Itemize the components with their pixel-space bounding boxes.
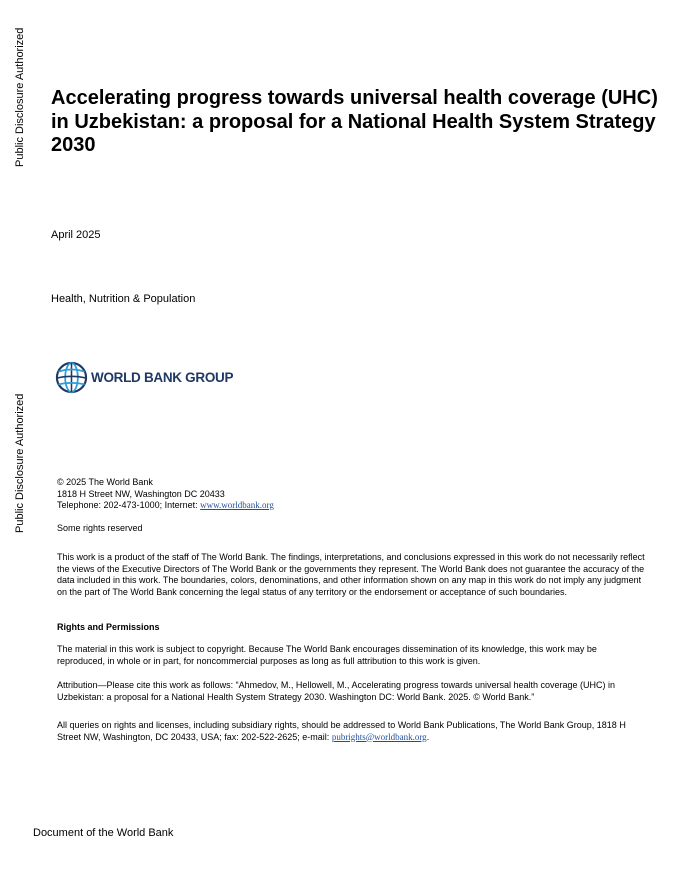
queries-end: . [426,731,430,742]
logo-wordmark: WORLD BANK GROUP [91,370,234,385]
world-bank-group-logo [55,361,233,394]
globe-icon [55,361,88,394]
email-link[interactable]: pubrights@worldbank.org [331,731,427,742]
rights-reserved: Some rights reserved [57,523,143,533]
rights-paragraph: The material in this work is subject to copyright. Because The World Bank encourages dissemination of its knowledge, this work may be reproduced, in whole or in part, for noncommercial purposes as long as full attribution to this work is given. [57,644,597,666]
copyright-block [57,477,647,512]
disclaimer-paragraph: This work is a product of the staff of The World Bank. The findings, interpretations, and conclusions expressed in this work do not necessarily reflect the views of the Executive Directors of The World Bank or the governments they represent. The World Bank does not guarantee the accuracy of the data included in this work. The boundaries, colors, denominations, and other information shown on any map in this work do not imply any judgment on the part of The World Bank concerning the legal status of any territory or the endorsement or acceptance of such boundaries. [57,552,645,597]
publication-date: April 2025 [51,229,101,241]
footer-label: Document of the World Bank [33,827,174,839]
copyright-line: © 2025 The World Bank [57,477,153,487]
queries-paragraph [57,720,647,743]
practice-area: Health, Nutrition & Population [51,293,196,305]
address-line: 1818 H Street NW, Washington DC 20433 [57,488,225,499]
website-link[interactable]: www.worldbank.org [200,500,274,510]
queries-text: All queries on rights and licenses, including subsidiary rights, should be addressed to World Bank Publications, The World Bank Group, 1818 H Street NW, Washington, DC 20433, USA; fax: 202-522-2625; e-mail: [57,720,626,742]
public-disclosure-label-top: Public Disclosure Authorized [14,27,26,167]
attribution-paragraph: Attribution—Please cite this work as follows: “Ahmedov, M., Hellowell, M., Accelerating progress towards universal health coverage (UHC) in Uzbekistan: a proposal for a National Health System Strategy 2030. Washington DC: World Bank. 2025. © World Bank.” [57,680,616,702]
rights-heading: Rights and Permissions [57,622,160,632]
public-disclosure-label-bottom: Public Disclosure Authorized [14,393,26,533]
telephone-line: Telephone: 202-473-1000; Internet: [57,500,201,510]
document-title: Accelerating progress towards universal health coverage (UHC) in Uzbekistan: a proposal for a National Health System Strategy 2030 [51,87,658,156]
